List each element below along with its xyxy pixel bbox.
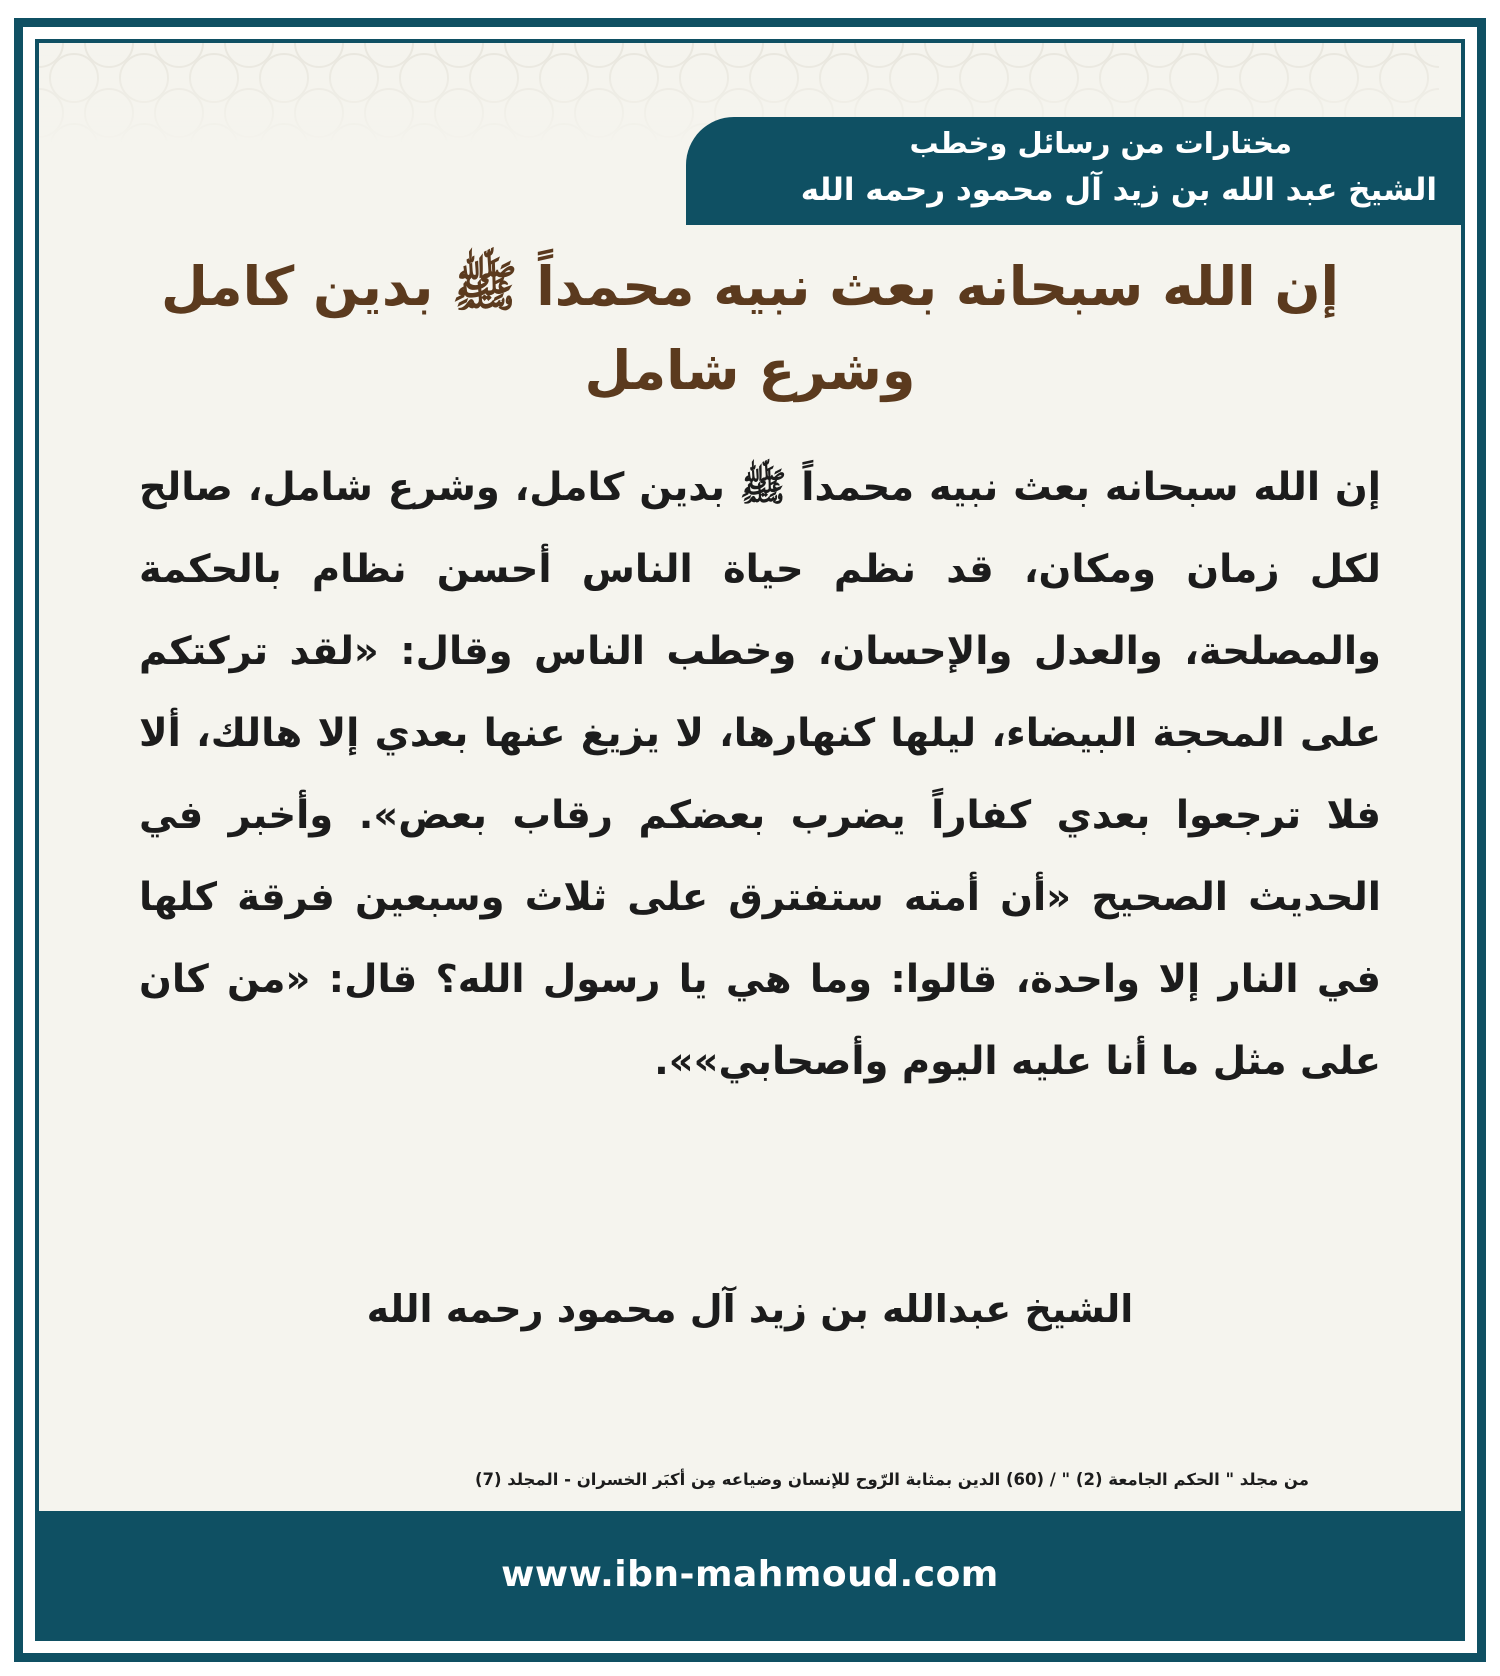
outer-frame	[14, 18, 1486, 1662]
series-author: الشيخ عبد الله بن زيد آل محمود رحمه الله	[800, 172, 1437, 208]
article-title: إن الله سبحانه بعث نبيه محمداً ﷺ بدين كامل وشرع شامل	[160, 255, 1340, 402]
footer-bar	[39, 1511, 1461, 1637]
series-title: مختارات من رسائل وخطب	[909, 126, 1292, 160]
series-header	[686, 117, 1461, 225]
website-link[interactable]: www.ibn-mahmoud.com	[501, 1553, 999, 1595]
article-body: إن الله سبحانه بعث نبيه محمداً ﷺ بدين كامل، وشرع شامل، صالح لكل زمان ومكان، قد نظم حياة الناس أحسن نظام بالحكمة والمصلحة، والعدل والإحسان، وخطب الناس وقال: «لقد تركتكم على المحجة البيضاء، ليلها كنهارها، لا يزيغ عنها بعدي إلا هالك، ألا فلا ترجعوا بعدي كفاراً يضرب بعضكم رقاب بعض». وأخبر في الحديث الصحيح «أن أمته ستفترق على ثلاث وسبعين فرقة كلها في النار إلا واحدة، قالوا: وما هي يا رسول الله؟ قال: «من كان على مثل ما أنا عليه اليوم وأصحابي»».	[139, 465, 1381, 1084]
source-citation: من مجلد " الحكم الجامعة (2) " / (60) الدين بمثابة الرّوح للإنسان وضياعه مِن أكبَر الخسران - المجلد (7)	[474, 1470, 1309, 1489]
content-panel	[35, 39, 1465, 1641]
author-signature: الشيخ عبدالله بن زيد آل محمود رحمه الله	[366, 1287, 1134, 1331]
